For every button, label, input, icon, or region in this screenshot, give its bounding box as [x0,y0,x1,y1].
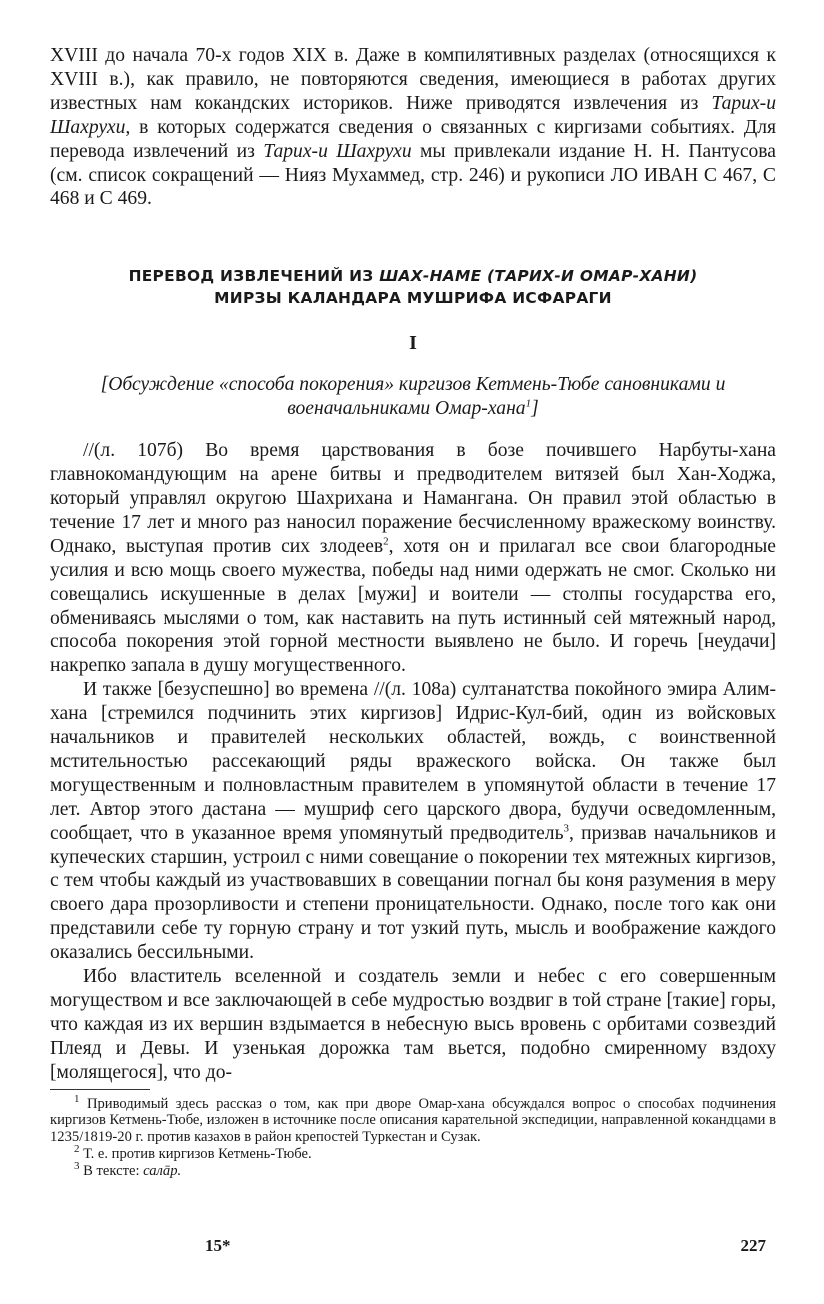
footnote-3: $^3$ В тексте: салāр. [74,1159,182,1179]
signature-mark: 15* [205,1236,231,1255]
body-paragraph-2: И также [безуспешно] во времена //(л. 108а) султанатства покойного эмира Алим-хана [стремился подчинить этих киргизов] Идрис-Кул-бий, один из войсковых начальников и правителей нескольких областей, вождь, с воинственной мстительностью рассекающий ряды вражеского войска. Он также был могущественным и полновластным правителем в упомянутой области в течение 17 лет. Автор этого дастана — мушриф сего царского двора, будучи осведомленным, сообщает, что в указанное время упомянутый предводитель$^3$, призвав начальников и купеческих старшин, устроил с ними совещание о покорении тех мятежных киргизов, с тем чтобы каждый из участвовавших в совещании погнал бы коня разумения в меру своего дара прозорливости и степени проницательности. Однако, после того как они представили себе ту горную страну и тот узкий путь, мысль и воображение каждого оказались бессильными. [50,679,776,964]
book-title: Тарих-и Шахрухи [263,140,412,162]
footnote-ref: 2 [383,535,389,548]
footnote-2: $^2$ Т. е. против киргизов Кетмень-Тюбе. [74,1143,312,1163]
footnote-1: $^1$ Приводимый здесь рассказ о том, как при дворе Омар-хана обсуждался вопрос о способах подчинения киргизов Кетмень-Тюбе, изложен в источнике после описания карательной экспедиции, направленной кокандцами в 1235/1819-20 г. против казахов в район крепостей Туркестан и Сузак. [50,1092,776,1146]
footnote-divider [50,1089,150,1090]
page-content [50,40,776,1180]
book-title: Тарих-и Шахрухи, [50,92,776,138]
body-paragraph-3: Ибо властитель вселенной и создатель земли и небес с его совершенным могуществом и все заключающей в себе мудростью воздвиг в той стране [такие] горы, что каждая из их вершин вздымается в небесную высь вровень с орбитами созвездий Плеяд и Девы. И узенькая дорожка там вьется, подобно смиренному вздоху [молящегося], что до- [50,966,776,1083]
footnote-ref: 3 [563,822,570,835]
section-number: I [409,332,417,355]
intro-paragraph [50,44,776,211]
page-number: 227 [740,1236,766,1255]
section-heading [50,265,776,309]
footnote-ref: 1 [525,397,532,410]
body-paragraph-1: //(л. 107б) Во время царствования в бозе почившего Нарбуты-хана главнокомандующим на арене битвы и предводителем витязей был Хан-Ходжа, который управлял округою Шахрихана и Намангана. Он правил этой областью в течение 17 лет и много раз наносил поражение бесчисленному вражескому воинству. Однако, выступая против сих злодеев$^2$, хотя он и прилагал все свои благородные усилия и всю мощь своего мужества, победы над ними одержать не смог. Сколько ни совещались искушенные в делах [мужи] и воители — столпы государства его, обмениваясь мыслями о том, как наставить на путь истинный сей мятежный народ, способа покорения этой горной местности выявлено не было. И горечь [неудачи] накрепко запала в душу могущественного. [50,440,776,677]
section-subtitle: [Обсуждение «способа покорения» киргизов Кетмень-Тюбе сановниками и военачальниками Омар-хана$^1$] [100,374,726,420]
intro-text: мы привлекали издание Н. Н. Пантусова (см. список сокращений — Нияз Мухаммед, стр. 246) и рукописи ЛО ИВАН С 467, С 468 и С 469. [50,140,776,210]
heading-line-1: ПЕРЕВОД ИЗВЛЕЧЕНИЙ ИЗ ШАХ-НАМЕ (ТАРИХ-И ОМАР-ХАНИ) [128,267,698,286]
heading-line-2: МИРЗЫ КАЛАНДАРА МУШРИФА ИСФАРАГИ [214,289,612,308]
intro-text: XVIII до начала 70-х годов XIX в. Даже в компилятивных разделах (относящихся к XVIII в.), как правило, не повторяются сведения, имеющиеся в работах других известных нам кокандских историков. Ниже приводятся извлечения из [50,45,776,114]
intro-text: в которых содержатся сведения о связанных с киргизами событиях. Для перевода извлечений из [50,116,776,162]
